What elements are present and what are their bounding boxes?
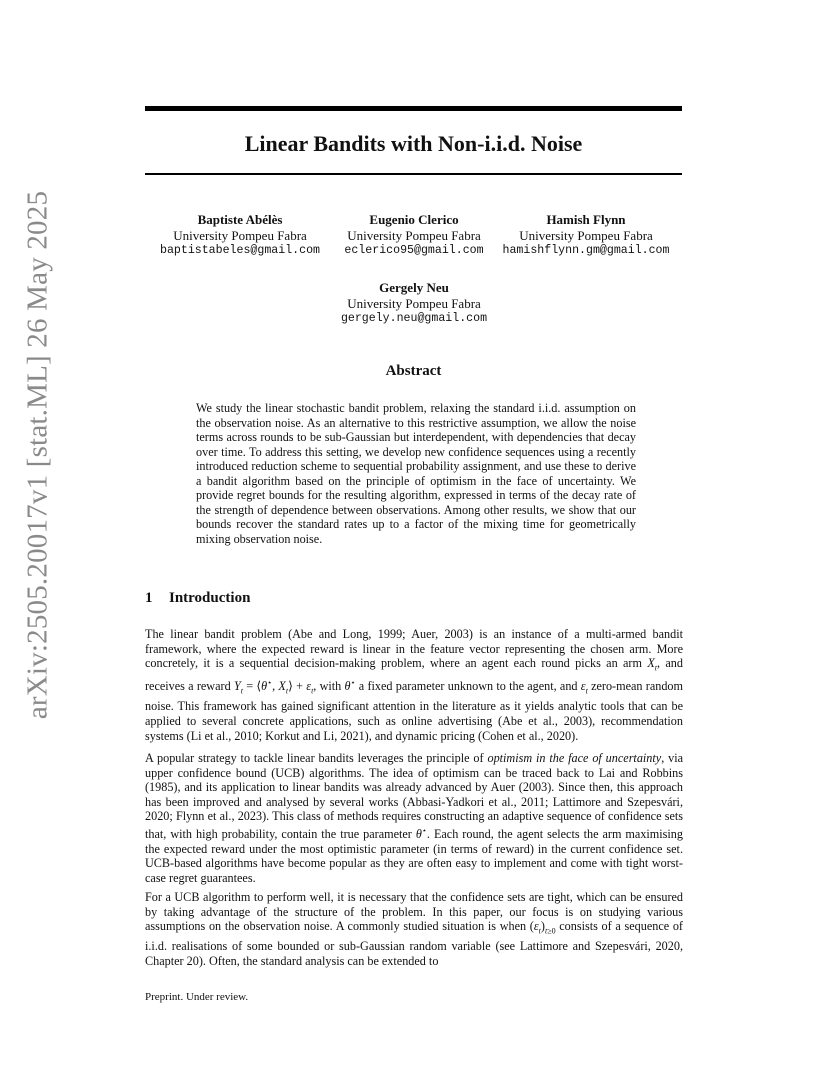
abstract-heading: Abstract (385, 363, 442, 379)
author-email[interactable]: hamishflynn.gm@gmail.com (502, 244, 670, 257)
author-email[interactable]: baptistabeles@gmail.com (159, 244, 321, 257)
title-bottom-rule (145, 173, 682, 175)
intro-paragraph: For a UCB algorithm to perform well, it is necessary that the confidence sets are tight, which can be ensured by taking advantage of the structure of the problem. In this paper, our focus is on studying various assumptions on the observation noise. A commonly studied situation is when $(\varepsilon_t)_{t\ge 0}$ consists of a sequence of i.i.d. realisations of some bounded or sub-Gaussian random variable (see Lattimore and Szepesvári, 2020, Chapter 20). Often, the standard analysis can be extended to (145, 890, 683, 968)
author-block (150, 212, 330, 259)
author-name: Hamish Flynn (546, 212, 626, 227)
abstract-text: We study the linear stochastic bandit problem, relaxing the standard i.i.d. assumption on the observation noise. As an alternative to this restrictive assumption, we allow the noise terms across rounds to be sub-Gaussian but interdependent, with dependencies that decay over time. To address this setting, we develop new confidence sequences using a recently introduced reduction scheme to sequential probability assignment, and use these to derive a bandit algorithm based on the principle of optimism in the face of uncertainty. We provide regret bounds for the resulting algorithm, expressed in terms of the decay rate of the strength of dependence between observations. Among other results, we show that our bounds recover the standard rates up to a factor of the mixing time for geometrically mixing observation noise. (196, 401, 636, 546)
intro-paragraph: The linear bandit problem (Abe and Long, 1999; Auer, 2003) is an instance of a multi-armed bandit framework, where the expected reward is linear in the feature vector representing the chosen arm. More concretely, it is a sequential decision-making problem, where an agent each round picks an arm $X_t$, and receives a reward $Y_t$ = ⟨θ⋆, $X_t⟩ + \varepsilon_t$, with θ⋆ a fixed parameter unknown to the agent, and $\varepsilon_t$ zero-mean random noise. This framework has gained significant attention in the literature as it yields analytic tools that can be applied to several concrete applications, such as online advertising (Abe et al., 2003), recommendation systems (Li et al., 2010; Korkut and Li, 2021), and dynamic pricing (Cohen et al., 2020). (145, 627, 683, 743)
preprint-footer: Preprint. Under review. (145, 991, 249, 1003)
author-affiliation: University Pompeu Fabra (347, 227, 481, 243)
section-number: 1 (145, 590, 153, 606)
author-name: Gergely Neu (379, 280, 449, 295)
title-top-rule (145, 106, 682, 111)
author-block (496, 212, 676, 259)
arxiv-identifier-stamp (18, 190, 58, 720)
arxiv-identifier-text: arXiv:2505.20017v1 [stat.ML] 26 May 2025 (21, 190, 54, 720)
section-heading (145, 590, 250, 607)
author-name: Eugenio Clerico (369, 212, 459, 227)
author-affiliation: University Pompeu Fabra (347, 295, 481, 311)
section-title: Introduction (169, 590, 251, 606)
author-affiliation: University Pompeu Fabra (519, 227, 653, 243)
author-email[interactable]: eclerico95@gmail.com (344, 244, 484, 257)
author-name: Baptiste Abélès (197, 212, 283, 227)
author-affiliation: University Pompeu Fabra (173, 227, 307, 243)
author-block (324, 280, 504, 327)
author-block (324, 212, 504, 259)
paper-title: Linear Bandits with Non-i.i.d. Noise (244, 131, 583, 156)
author-email[interactable]: gergely.neu@gmail.com (340, 312, 488, 325)
intro-paragraph: A popular strategy to tackle linear bandits leverages the principle of optimism in the face of uncertainty, via upper confidence bound (UCB) algorithms. The idea of optimism can be traced back to Lai and Robbins (1985), and its application to linear bandits was already advanced by Auer (2003). Since then, this approach has been improved and analysed by several works (Abbasi-Yadkori et al., 2011; Lattimore and Szepesvári, 2020; Flynn et al., 2023). This class of methods requires constructing an adaptive sequence of confidence sets that, with high probability, contain the true parameter θ⋆. Each round, the agent selects the arm maximising the expected reward under the most optimistic parameter (in terms of reward) in the current confidence set. UCB-based algorithms have become popular as they are often easy to implement and come with tight worst-case regret guarantees. (145, 751, 683, 885)
